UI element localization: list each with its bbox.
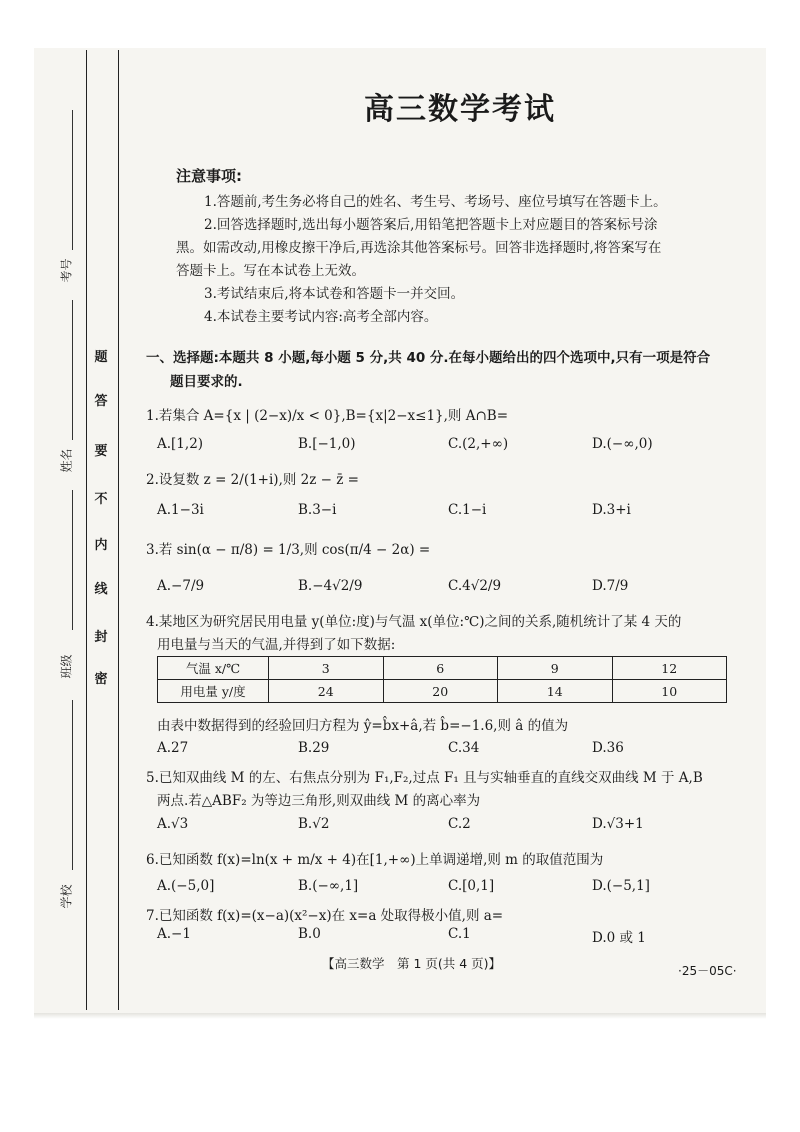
option-d: D.36 bbox=[592, 740, 624, 756]
option-b: B.(−∞,1] bbox=[298, 878, 359, 894]
option-d: D.0 或 1 bbox=[592, 930, 646, 946]
notice-item: 答题卡上。写在本试卷上无效。 bbox=[176, 263, 365, 279]
option-b: B.√2 bbox=[298, 816, 330, 832]
table-row bbox=[158, 657, 727, 680]
seal-char: 题 bbox=[94, 350, 108, 365]
question-4-followup: 由表中数据得到的经验回归方程为 ŷ=b̂x+â,若 b̂=−1.6,则 â 的值为 bbox=[157, 718, 569, 734]
table-cell: 20 bbox=[383, 680, 498, 703]
option-c: C.1−i bbox=[448, 502, 487, 518]
option-b: B.0 bbox=[298, 926, 321, 942]
field-kaohao: 考号 bbox=[59, 258, 74, 283]
option-c: C.[0,1] bbox=[448, 878, 495, 894]
section-heading-cont: 题目要求的. bbox=[170, 374, 243, 390]
notice-item: 黑。如需改动,用橡皮擦干净后,再选涂其他答案标号。回答非选择题时,将答案写在 bbox=[176, 240, 662, 256]
page-footer: 【高三数学 第 1 页(共 4 页)】 bbox=[322, 956, 502, 971]
option-b: B.3−i bbox=[298, 502, 337, 518]
binding-line-right bbox=[118, 50, 119, 1010]
page-title: 高三数学考试 bbox=[364, 92, 556, 127]
option-a: A.−1 bbox=[157, 926, 191, 942]
data-table bbox=[157, 656, 727, 703]
option-b: B.[−1,0) bbox=[298, 436, 356, 452]
field-underline bbox=[72, 490, 73, 630]
seal-char: 密 bbox=[94, 672, 108, 687]
option-a: A.−7/9 bbox=[157, 578, 205, 594]
question-3: 3.若 sin(α − π/8) = 1/3,则 cos(π/4 − 2α) = bbox=[146, 542, 431, 558]
question-4: 4.某地区为研究居民用电量 y(单位:度)与气温 x(单位:℃)之间的关系,随机统计了某 4 天的 bbox=[146, 614, 682, 630]
seal-char: 封 bbox=[94, 630, 108, 645]
question-7: 7.已知函数 f(x)=(x−a)(x²−x)在 x=a 处取得极小值,则 a= bbox=[146, 908, 504, 924]
option-d: D.7/9 bbox=[592, 578, 629, 594]
option-b: B.29 bbox=[298, 740, 330, 756]
option-c: C.1 bbox=[448, 926, 471, 942]
option-a: A.1−3i bbox=[157, 502, 204, 518]
field-underline bbox=[72, 300, 73, 440]
notice-item: 1.答题前,考生务必将自己的姓名、考生号、考场号、座位号填写在答题卡上。 bbox=[204, 194, 667, 210]
question-1: 1.若集合 A={x | (2−x)/x < 0},B={x|2−x≤1},则 A∩B= bbox=[146, 408, 509, 424]
option-d: D.3+i bbox=[592, 502, 631, 518]
table-cell: 14 bbox=[498, 680, 613, 703]
option-c: C.(2,+∞) bbox=[448, 436, 509, 452]
option-c: C.2 bbox=[448, 816, 471, 832]
seal-char: 线 bbox=[94, 582, 108, 597]
field-underline bbox=[72, 700, 73, 870]
question-5-cont: 两点.若△ABF₂ 为等边三角形,则双曲线 M 的离心率为 bbox=[157, 793, 481, 809]
notice-item: 3.考试结束后,将本试卷和答题卡一并交回。 bbox=[204, 286, 465, 302]
option-d: D.(−5,1] bbox=[592, 878, 650, 894]
table-cell: 3 bbox=[269, 657, 384, 680]
table-cell: 9 bbox=[498, 657, 613, 680]
option-d: D.(−∞,0) bbox=[592, 436, 653, 452]
option-a: A.27 bbox=[157, 740, 189, 756]
table-cell: 24 bbox=[269, 680, 384, 703]
option-d: D.√3+1 bbox=[592, 816, 644, 832]
option-a: A.√3 bbox=[157, 816, 189, 832]
field-underline bbox=[72, 110, 73, 250]
table-header-cell: 气温 x/℃ bbox=[158, 657, 269, 680]
seal-char: 内 bbox=[94, 538, 108, 553]
field-xuexiao: 学校 bbox=[59, 884, 74, 909]
notice-item: 2.回答选择题时,选出每小题答案后,用铅笔把答题卡上对应题目的答案标号涂 bbox=[204, 217, 658, 233]
table-cell: 6 bbox=[383, 657, 498, 680]
sheet-edge bbox=[34, 1013, 766, 1019]
notice-heading: 注意事项: bbox=[176, 167, 242, 185]
question-5: 5.已知双曲线 M 的左、右焦点分别为 F₁,F₂,过点 F₁ 且与实轴垂直的直线交双曲线 M 于 A,B bbox=[146, 770, 703, 786]
table-cell: 12 bbox=[612, 657, 727, 680]
field-banji: 班级 bbox=[59, 654, 74, 679]
binding-line-left bbox=[86, 50, 87, 1010]
field-xingming: 姓名 bbox=[59, 448, 74, 473]
option-b: B.−4√2/9 bbox=[298, 578, 363, 594]
option-c: C.4√2/9 bbox=[448, 578, 502, 594]
exam-code: ·25－05C· bbox=[678, 964, 737, 978]
question-6: 6.已知函数 f(x)=ln(x + m/x + 4)在[1,+∞)上单调递增,则 m 的取值范围为 bbox=[146, 852, 604, 868]
question-4-cont: 用电量与当天的气温,并得到了如下数据: bbox=[157, 637, 396, 653]
question-2: 2.设复数 z = 2/(1+i),则 2z − z̄ = bbox=[146, 472, 359, 488]
option-c: C.34 bbox=[448, 740, 480, 756]
notice-item: 4.本试卷主要考试内容:高考全部内容。 bbox=[204, 309, 438, 325]
section-heading: 一、选择题:本题共 8 小题,每小题 5 分,共 40 分.在每小题给出的四个选项中,只有一项是符合 bbox=[146, 350, 711, 366]
seal-char: 答 bbox=[94, 394, 108, 409]
table-header-cell: 用电量 y/度 bbox=[158, 680, 269, 703]
option-a: A.(−5,0] bbox=[157, 878, 215, 894]
option-a: A.[1,2) bbox=[157, 436, 204, 452]
seal-char: 不 bbox=[94, 492, 108, 507]
seal-char: 要 bbox=[94, 444, 108, 459]
table-row bbox=[158, 680, 727, 703]
table-cell: 10 bbox=[612, 680, 727, 703]
